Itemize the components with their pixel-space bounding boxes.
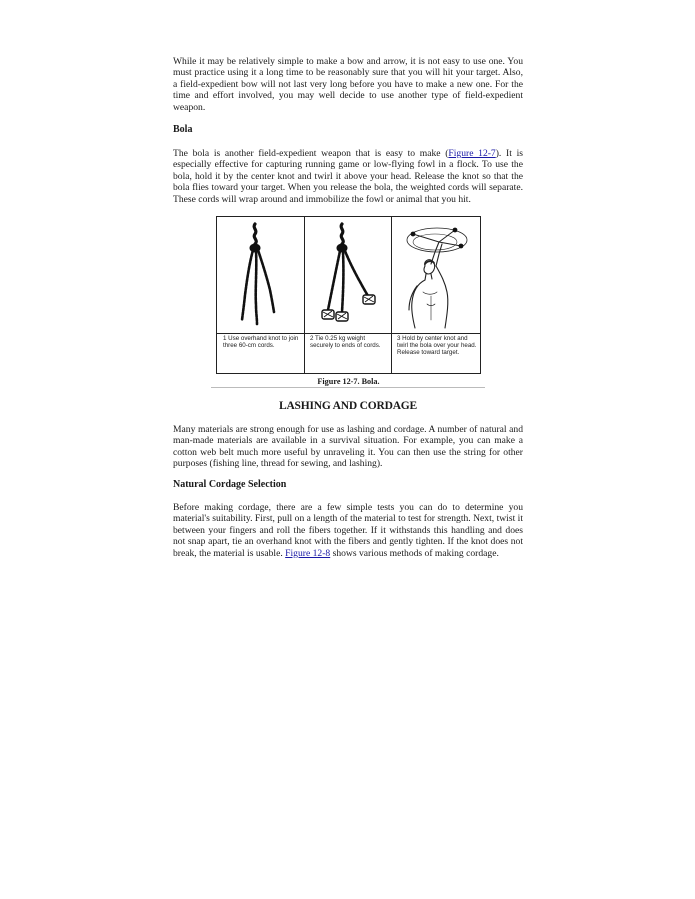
- natural-block: [173, 502, 523, 559]
- figure-12-8-link[interactable]: Figure 12-8: [285, 547, 331, 559]
- lashing-paragraph: Many materials are strong enough for use as lashing and cordage. A number of natural and man-made materials are available in a survival situation. For example, you can make a cotton web belt much more useful by unraveling it. You can then use the string for other purposes (fishing line, thread for sewing, and lashing).: [173, 424, 523, 470]
- intro-block: [173, 56, 523, 113]
- natural-cordage-heading: Natural Cordage Selection: [173, 479, 287, 490]
- three-cords-illustration: [225, 220, 297, 330]
- natural-text-before-link: Before making cordage, there are a few simple tests you can do to determine you material's suitability. First, pull on a length of the material to test for strength. Next, twist it between your fingers and roll the fibers together. If it withstands this handling and does not snap apart, tie an overhand knot with the fibers and gently tighten. If the knot does not break, the material is usable.: [173, 502, 523, 559]
- natural-paragraph: [173, 502, 523, 559]
- figure-divider-2: [391, 217, 392, 373]
- figure-divider-1: [304, 217, 305, 373]
- figure-12-7-link[interactable]: Figure 12-7: [448, 148, 496, 159]
- panel-2-caption: 2 Tie 0.25 kg weight securely to ends of cords.: [310, 335, 381, 350]
- panel-1-caption: 1 Use overhand knot to join three 60-cm cords.: [223, 335, 299, 350]
- figure-title: Figure 12-7. Bola.: [317, 377, 380, 386]
- twirling-bola-illustration: [395, 220, 477, 330]
- bola-heading: Bola: [173, 124, 193, 135]
- bola-block: [173, 148, 523, 205]
- figure-caption-divider: [217, 333, 480, 334]
- panel-3-caption: 3 Hold by center knot and twirl the bola over your head. Release toward target.: [397, 335, 477, 357]
- bola-heading-block: [173, 124, 523, 136]
- lashing-block: [173, 424, 523, 470]
- figure-underline: [211, 387, 485, 388]
- bola-text-after-link: ). It is especially effective for capturing running game or low-flying fowl in a flock. To use the bola, hold it by the center knot and twirl it above your head. Release the knot so that the bola flies toward your target. When you release the bola, the weighted cords will separate. These cords will wrap around and immobilize the fowl or animal that you hit.: [173, 148, 523, 205]
- natural-heading-block: [173, 479, 523, 491]
- section-heading-lashing: LASHING AND CORDAGE: [278, 400, 418, 412]
- bola-text-before-link: The bola is another field-expedient weapon that is easy to make (: [173, 148, 449, 159]
- weighted-cords-illustration: [310, 220, 388, 330]
- natural-text-after-link: shows various methods of making cordage.: [330, 547, 499, 559]
- intro-paragraph: While it may be relatively simple to make a bow and arrow, it is not easy to use one. You must practice using it a long time to be reasonably sure that you will hit your target. Also, a field-expedient bow will not last very long before you have to make a new one. For the time and effort involved, you may well decide to use another type of field-expedient weapon.: [173, 56, 523, 113]
- bola-paragraph: [173, 148, 523, 205]
- bola-figure: [216, 216, 481, 374]
